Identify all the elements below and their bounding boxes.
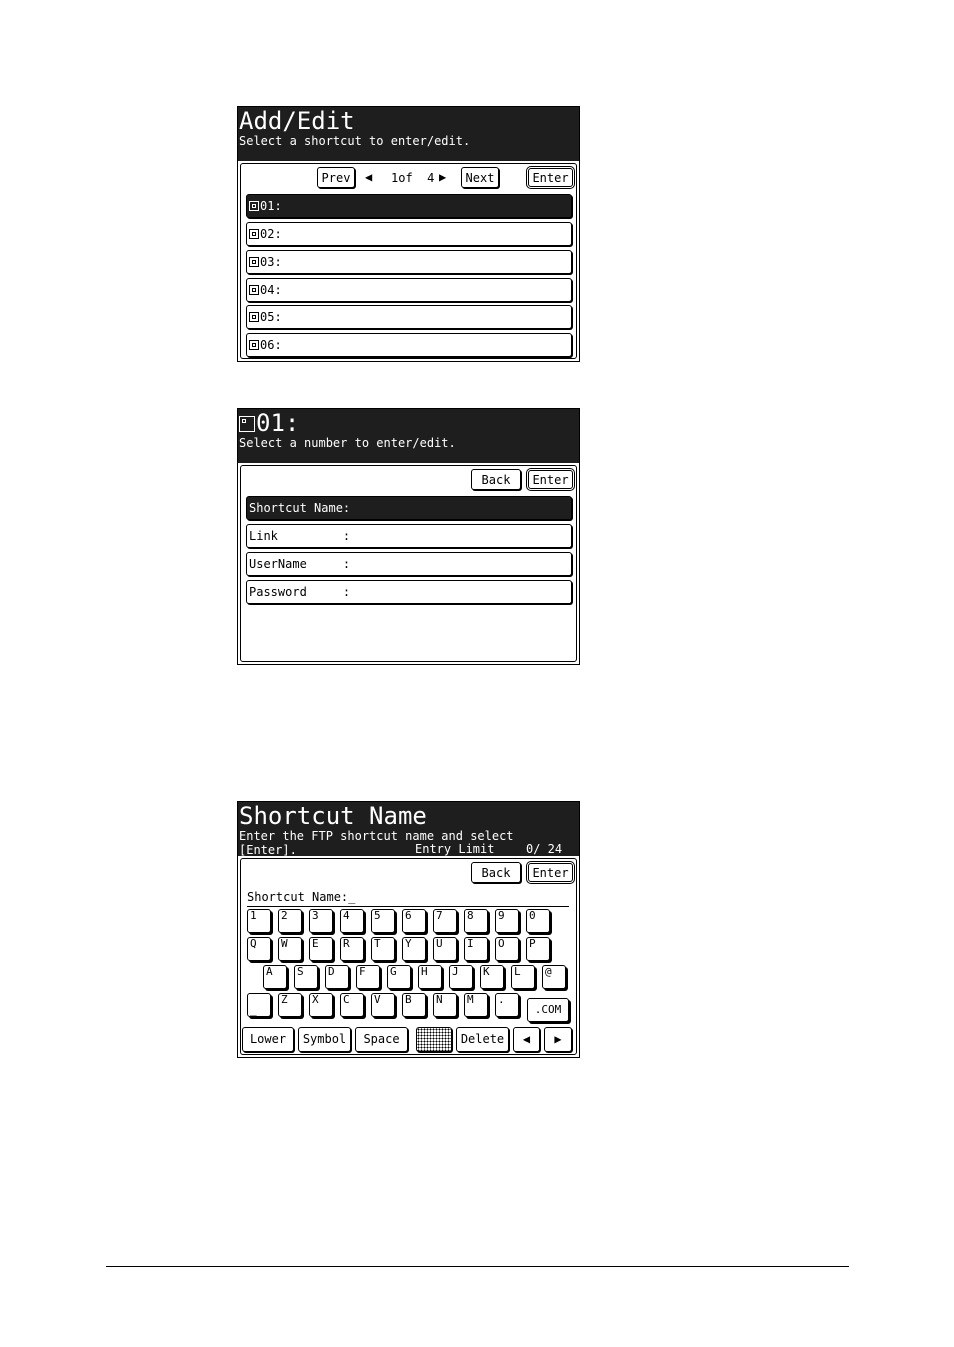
key-j[interactable]: J	[449, 965, 473, 989]
key-period[interactable]: .	[495, 993, 519, 1017]
key-t[interactable]: T	[371, 937, 395, 961]
back-button[interactable]: Back	[471, 469, 521, 490]
dotted-key-icon[interactable]	[416, 1027, 452, 1052]
input-divider	[247, 906, 569, 907]
key-r[interactable]: R	[340, 937, 364, 961]
lower-button[interactable]: Lower	[242, 1027, 294, 1052]
ftp-shortcut-icon	[249, 312, 259, 322]
space-button[interactable]: Space	[355, 1027, 408, 1052]
shortcut-name-input[interactable]: Shortcut Name:_	[247, 890, 356, 904]
cursor-right-button[interactable]: ▶	[544, 1027, 572, 1052]
keyboard-body	[240, 858, 577, 1055]
screen-title: Shortcut Name	[239, 802, 427, 830]
key-6[interactable]: 6	[402, 909, 426, 933]
delete-button[interactable]: Delete	[456, 1027, 509, 1052]
ftp-shortcut-icon	[239, 416, 255, 432]
key-x[interactable]: X	[309, 993, 333, 1017]
page-left-arrow-icon: ◀	[365, 170, 373, 184]
screen-title: Add/Edit	[239, 107, 355, 135]
shortcut-item-01[interactable]: 01:	[246, 194, 572, 218]
screen-subtitle: Select a number to enter/edit.	[239, 436, 456, 450]
field-link[interactable]: Link :	[246, 524, 572, 548]
screen-subtitle: Enter the FTP shortcut name and select	[239, 829, 514, 843]
key-l[interactable]: L	[511, 965, 535, 989]
screen-subtitle: Select a shortcut to enter/edit.	[239, 134, 471, 148]
key-y[interactable]: Y	[402, 937, 426, 961]
key-z[interactable]: Z	[278, 993, 302, 1017]
page-right-arrow-icon: ▶	[439, 170, 447, 184]
shortcut-detail-screen	[237, 408, 580, 665]
add-edit-body	[240, 163, 577, 359]
key-a[interactable]: A	[263, 965, 287, 989]
key-3[interactable]: 3	[309, 909, 333, 933]
key-n[interactable]: N	[433, 993, 457, 1017]
symbol-button[interactable]: Symbol	[298, 1027, 351, 1052]
prev-button[interactable]: Prev	[317, 167, 355, 188]
next-button[interactable]: Next	[461, 167, 499, 188]
key-i[interactable]: I	[464, 937, 488, 961]
shortcut-item-04[interactable]: 04:	[246, 278, 572, 302]
ftp-shortcut-icon	[249, 229, 259, 239]
detail-body	[240, 465, 577, 662]
shortcut-name-header	[238, 802, 579, 856]
shortcut-item-05[interactable]: 05:	[246, 305, 572, 329]
shortcut-name-screen	[237, 801, 580, 1058]
cursor-left-button[interactable]: ◀	[513, 1027, 540, 1052]
key-8[interactable]: 8	[464, 909, 488, 933]
key-v[interactable]: V	[371, 993, 395, 1017]
page-indicator: 1of 4	[391, 171, 435, 185]
key-g[interactable]: G	[387, 965, 411, 989]
key-w[interactable]: W	[278, 937, 302, 961]
key-d[interactable]: D	[325, 965, 349, 989]
key-e[interactable]: E	[309, 937, 333, 961]
key-0[interactable]: 0	[526, 909, 550, 933]
ftp-shortcut-icon	[249, 201, 259, 211]
key-underscore[interactable]: _	[247, 993, 271, 1017]
enter-button[interactable]: Enter	[528, 863, 573, 882]
key-f[interactable]: F	[356, 965, 380, 989]
entry-count: 0/ 24	[526, 842, 563, 856]
key-u[interactable]: U	[433, 937, 457, 961]
key-q[interactable]: Q	[247, 937, 271, 961]
enter-button[interactable]: Enter	[528, 470, 573, 489]
screen-subtitle-line2: [Enter].	[239, 843, 297, 857]
add-edit-header	[238, 107, 579, 161]
key-com[interactable]: .COM	[527, 998, 569, 1022]
shortcut-item-06[interactable]: 06:	[246, 333, 572, 357]
enter-button[interactable]: Enter	[528, 168, 573, 187]
field-username[interactable]: UserName :	[246, 552, 572, 576]
entry-limit-label: Entry Limit	[415, 842, 495, 856]
shortcut-item-03[interactable]: 03:	[246, 250, 572, 274]
key-7[interactable]: 7	[433, 909, 457, 933]
key-m[interactable]: M	[464, 993, 488, 1017]
page-footer-rule	[106, 1266, 849, 1267]
key-k[interactable]: K	[480, 965, 504, 989]
screen-title: 01:	[238, 409, 579, 436]
key-s[interactable]: S	[294, 965, 318, 989]
key-h[interactable]: H	[418, 965, 442, 989]
key-c[interactable]: C	[340, 993, 364, 1017]
field-password[interactable]: Password :	[246, 580, 572, 604]
back-button[interactable]: Back	[471, 862, 521, 883]
key-4[interactable]: 4	[340, 909, 364, 933]
detail-header	[238, 409, 579, 463]
key-5[interactable]: 5	[371, 909, 395, 933]
shortcut-item-02[interactable]: 02:	[246, 222, 572, 246]
key-o[interactable]: O	[495, 937, 519, 961]
ftp-shortcut-icon	[249, 285, 259, 295]
key-1[interactable]: 1	[247, 909, 271, 933]
ftp-shortcut-icon	[249, 340, 259, 350]
key-2[interactable]: 2	[278, 909, 302, 933]
ftp-shortcut-icon	[249, 257, 259, 267]
key-b[interactable]: B	[402, 993, 426, 1017]
field-shortcut-name[interactable]: Shortcut Name:	[246, 496, 572, 520]
key-at[interactable]: @	[542, 965, 566, 989]
key-p[interactable]: P	[526, 937, 550, 961]
add-edit-screen	[237, 106, 580, 362]
key-9[interactable]: 9	[495, 909, 519, 933]
